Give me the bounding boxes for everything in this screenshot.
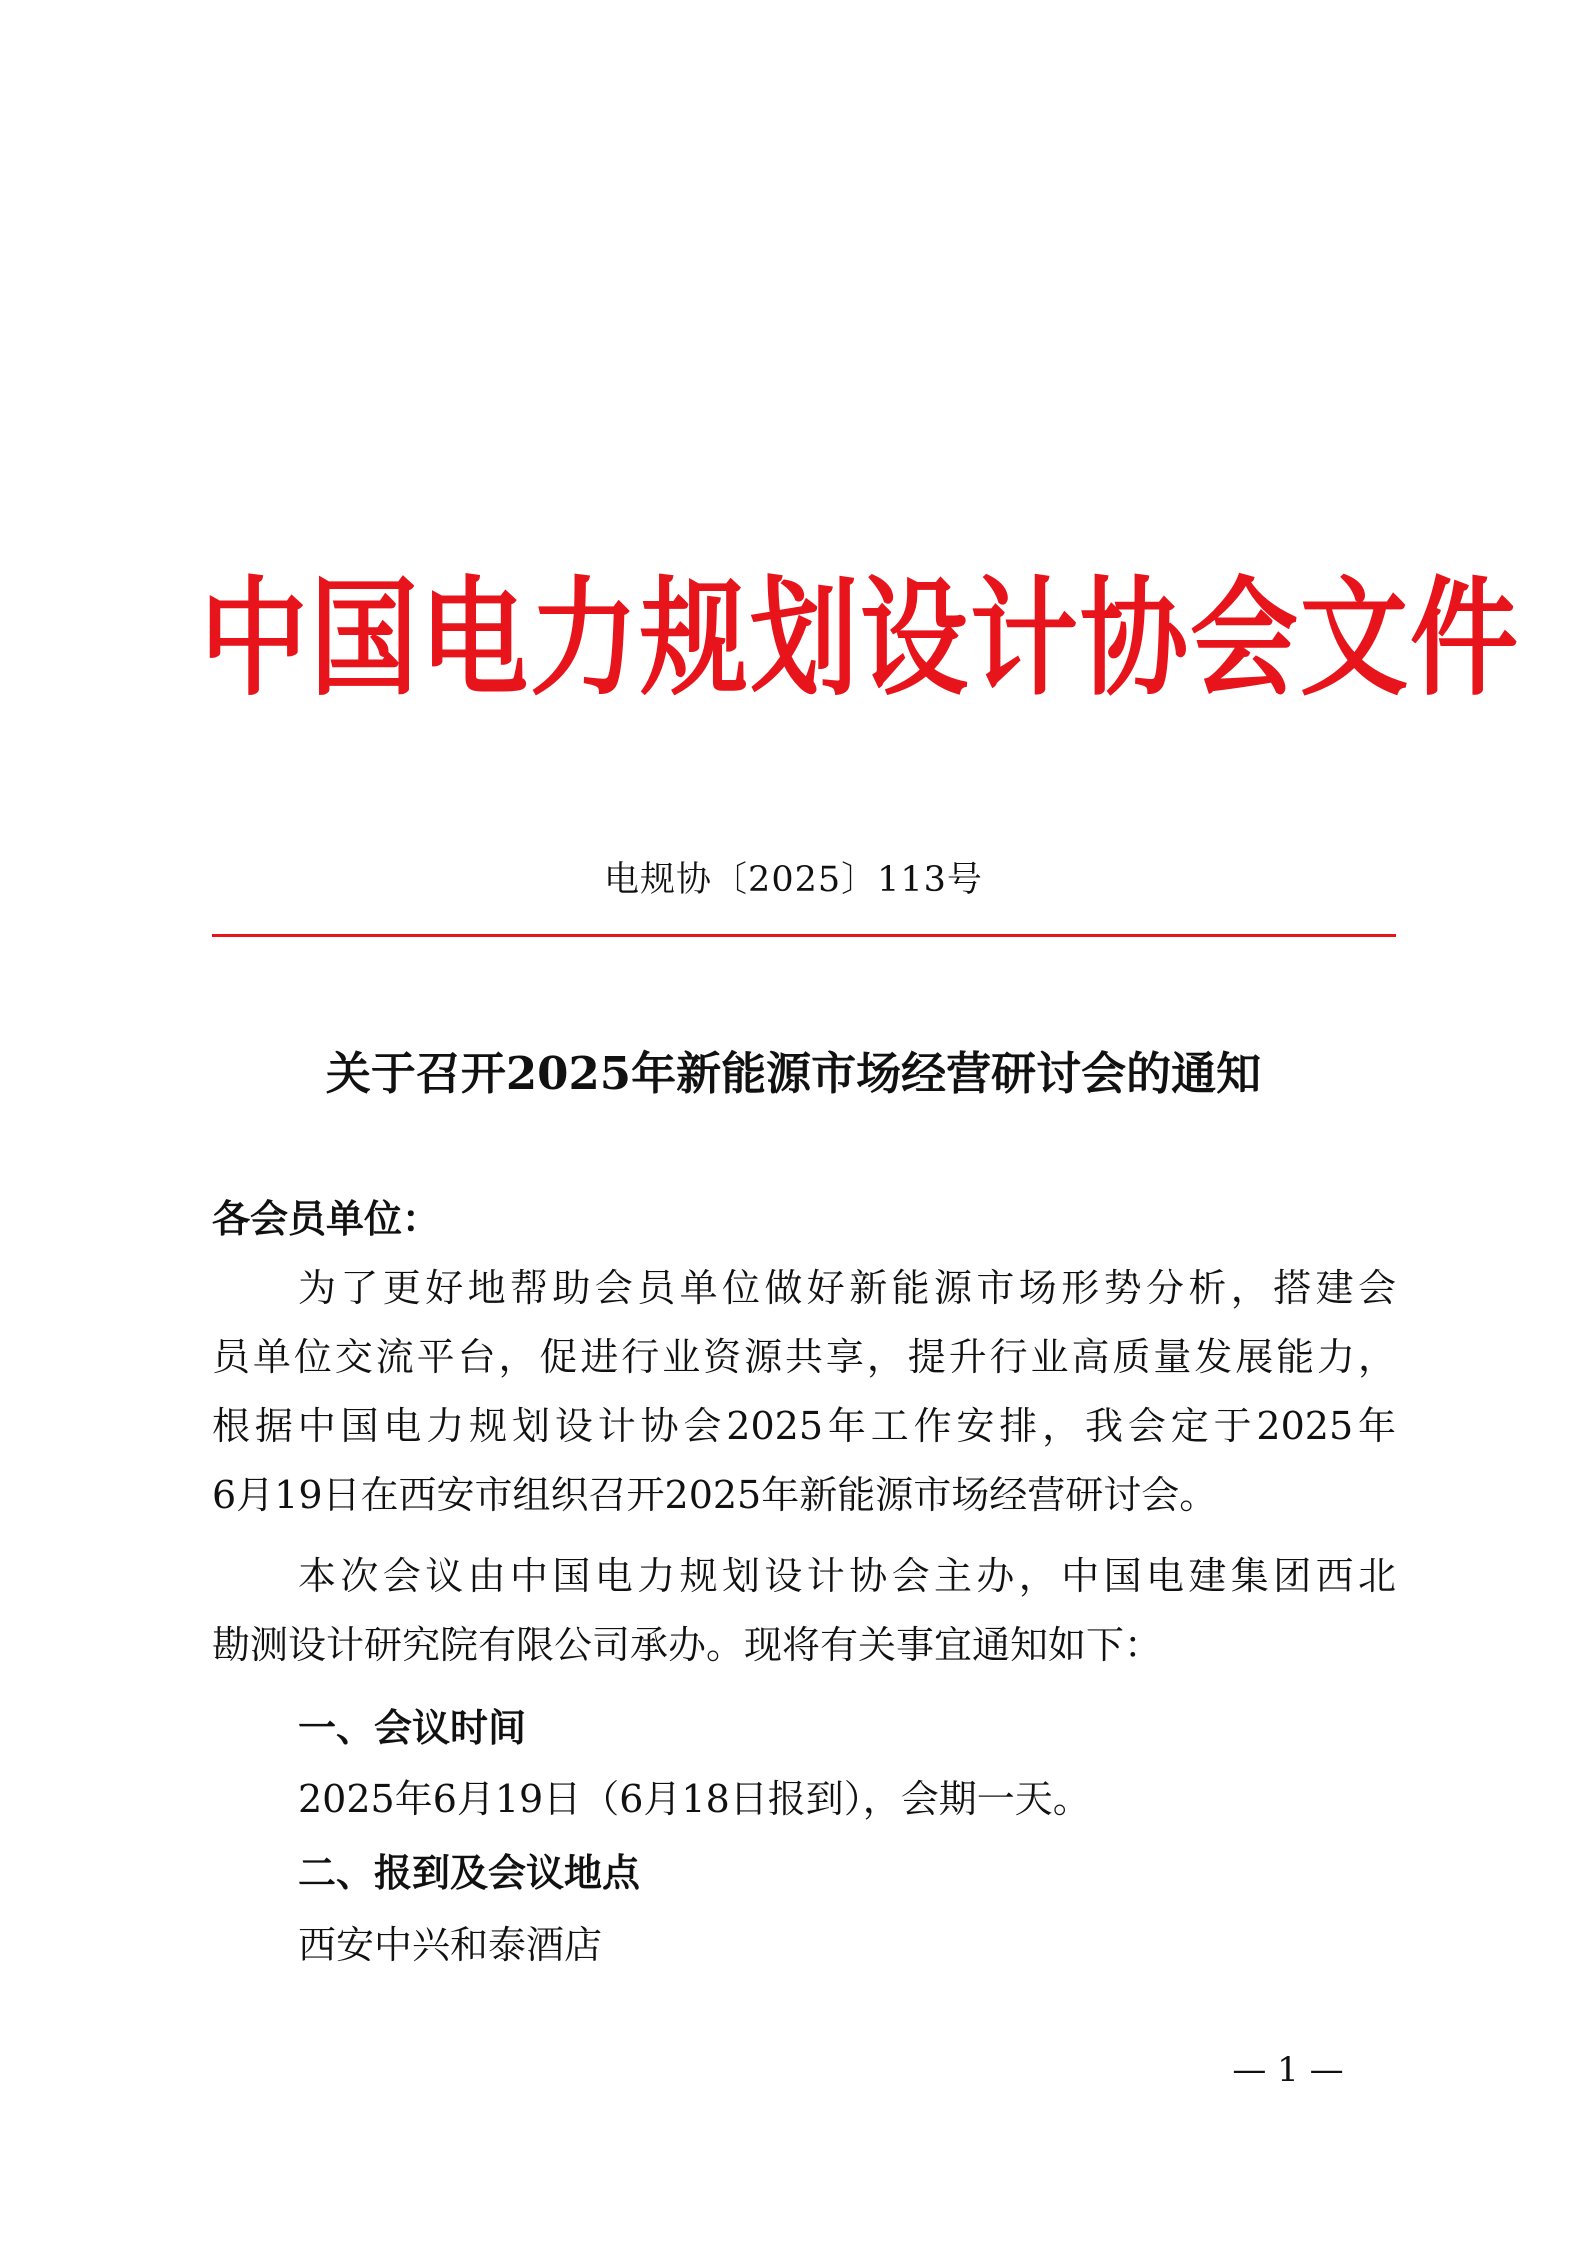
- paragraph-2-line: 本次会议由中国电力规划设计协会主办，中国电建集团西北: [298, 1554, 1396, 1598]
- paragraph-1-line: 为了更好地帮助会员单位做好新能源市场形势分析，搭建会: [298, 1266, 1396, 1310]
- section-heading-meeting-venue: 二、报到及会议地点: [298, 1851, 641, 1895]
- paragraph-1-line: 6月19日在西安市组织召开2025年新能源市场经营研讨会。: [212, 1473, 1218, 1517]
- notice-title: 关于召开2025年新能源市场经营研讨会的通知: [325, 1047, 1262, 1100]
- paragraph-1-line: 员单位交流平台，促进行业资源共享，提升行业高质量发展能力，: [212, 1335, 1396, 1379]
- document-number: 电规协〔2025〕113号: [604, 860, 983, 900]
- red-divider-line: [212, 934, 1396, 937]
- paragraph-2-line: 勘测设计研究院有限公司承办。现将有关事宜通知如下：: [212, 1623, 1163, 1667]
- masthead-title: 中国电力规划设计协会文件: [200, 565, 1521, 714]
- salutation: 各会员单位：: [212, 1197, 441, 1241]
- paragraph-1-line: 根据中国电力规划设计协会2025年工作安排，我会定于2025年: [212, 1404, 1396, 1448]
- meeting-time-text: 2025年6月19日（6月18日报到），会期一天。: [298, 1777, 1091, 1821]
- meeting-venue-text: 西安中兴和泰酒店: [298, 1923, 603, 1967]
- page-number: — 1 —: [1232, 2050, 1344, 2090]
- section-heading-meeting-time: 一、会议时间: [298, 1706, 527, 1750]
